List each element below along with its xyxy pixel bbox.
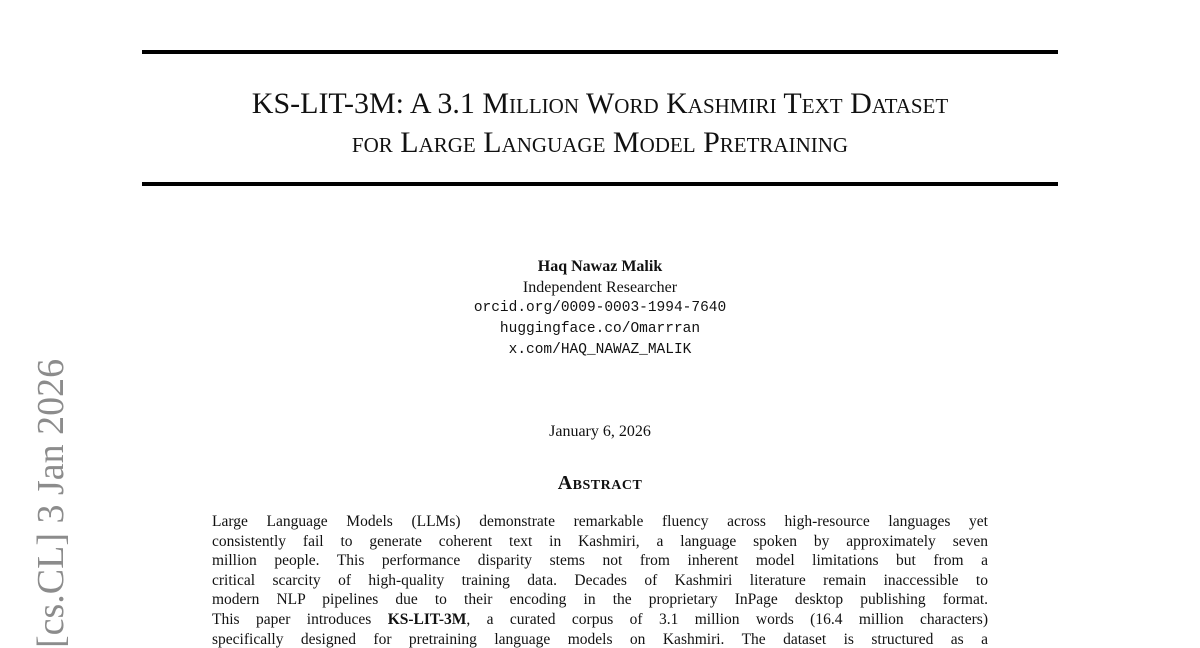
arxiv-identifier-stamp: [cs.CL] 3 Jan 2026	[30, 358, 72, 648]
paper-date: January 6, 2026	[549, 423, 651, 440]
paper-title	[100, 84, 1100, 162]
dataset-name: KS-LIT-3M	[387, 610, 467, 628]
abstract-line: critical scarcity of high-quality training data. Decades of Kashmiri literature remain inaccessible to	[212, 571, 988, 589]
x-profile-link[interactable]: x.com/HAQ_NAWAZ_MALIK	[508, 342, 692, 358]
title-line-2: for Large Language Model Pretraining	[351, 126, 849, 159]
abstract-text: This paper introduces	[212, 610, 388, 628]
abstract-body	[212, 512, 988, 648]
title-rule-bottom	[142, 182, 1058, 186]
author-block	[300, 256, 900, 361]
abstract-line: consistently fail to generate coherent text in Kashmiri, a language spoken by approximately seven	[212, 532, 988, 550]
author-name: Haq Nawaz Malik	[537, 258, 663, 275]
abstract-text: , a curated corpus of 3.1 million words (16.4 million characters)	[466, 610, 988, 628]
title-line-1: KS-LIT-3M: A 3.1 Million Word Kashmiri Text Dataset	[251, 87, 949, 120]
title-rule-top	[142, 50, 1058, 54]
author-affiliation: Independent Researcher	[522, 279, 678, 296]
abstract-heading: Abstract	[557, 472, 643, 494]
orcid-link[interactable]: orcid.org/0009-0003-1994-7640	[473, 300, 727, 316]
abstract-line: million people. This performance disparity stems not from inherent model limitations but from a	[212, 552, 988, 570]
abstract-line-dataset-intro	[212, 610, 988, 630]
abstract-line: Large Language Models (LLMs) demonstrate remarkable fluency across high-resource languages yet	[212, 513, 988, 530]
abstract-line: specifically designed for pretraining language models on Kashmiri. The dataset is structured as a	[212, 630, 988, 648]
abstract-line: modern NLP pipelines due to their encoding in the proprietary InPage desktop publishing format.	[212, 591, 988, 609]
huggingface-link[interactable]: huggingface.co/Omarrran	[499, 321, 701, 337]
